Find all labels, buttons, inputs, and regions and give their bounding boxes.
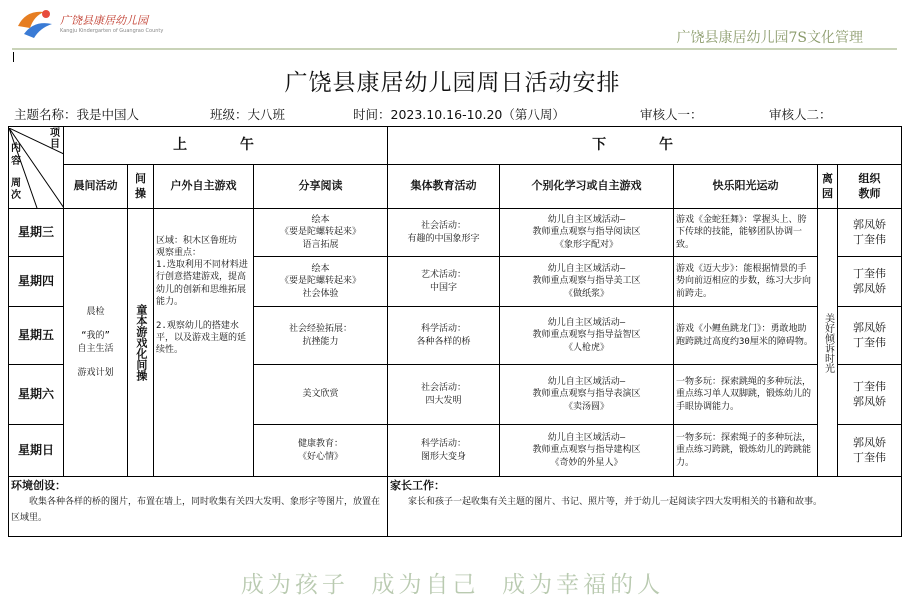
group-cell: 科学活动： 图形大变身	[388, 425, 500, 477]
parent-work-cell	[388, 477, 902, 537]
slogan: 成为孩子 成为自己 成为幸福的人	[240, 572, 665, 598]
group-cell: 社会活动： 有趣的中国象形字	[388, 209, 500, 257]
teachers-cell: 丁奎伟 郭凤娇	[838, 257, 902, 307]
leave-text: 美好倾诉时光	[822, 312, 834, 373]
sunshine-cell: 一物多玩：探索绳子的多种玩法，重点练习跨跳，锻炼幼儿的跨跳能力。	[674, 425, 818, 477]
table-row	[9, 209, 902, 257]
row-day: 星期日	[9, 425, 64, 477]
meta-theme: 主题名称：我是中国人	[14, 107, 140, 122]
logo-name-en: Kangju Kindergarten of Guangrao County	[60, 28, 164, 34]
meta-reviewer2: 审核人二：	[769, 107, 832, 122]
col-group: 集体教育活动	[388, 165, 500, 209]
environment-text: 收集各种各样的桥的图片，布置在墙上，同时收集有关四大发明、象形字等图片，放置在区域里。	[11, 496, 381, 524]
header-divider	[12, 48, 897, 50]
child-figure-icon	[14, 6, 56, 42]
leave-cell	[818, 209, 838, 477]
parent-work-text: 家长和孩子一起收集有关主题的图片、书记、照片等，并于幼儿一起阅读字四大发明相关的书籍和故事。	[408, 496, 823, 507]
col-sunshine: 快乐阳光运动	[674, 165, 818, 209]
sunshine-cell: 游戏《金蛇狂舞》：掌握头上、胯下传球的技能，能够团队协调一致。	[674, 209, 818, 257]
col-reading: 分享阅读	[254, 165, 388, 209]
sunshine-cell: 游戏《小鲤鱼跳龙门》：勇敢地助跑跨跳过高度约30厘米的障碍物。	[674, 307, 818, 365]
corner-cell	[9, 127, 64, 209]
col-morning-activity: 晨间活动	[64, 165, 128, 209]
teachers-cell: 郭凤娇 丁奎伟	[838, 307, 902, 365]
afternoon-header: 下 午	[388, 127, 902, 165]
sunshine-cell: 游戏《迈大步》：能根据情景的手势向前迈相应的步数，练习大步向前跨走。	[674, 257, 818, 307]
page-title: 广饶县康居幼儿园周日活动安排	[284, 70, 621, 96]
reading-cell: 绘本 《要是陀螺转起来》 社会体验	[254, 257, 388, 307]
schedule-table	[8, 126, 902, 537]
exercise-text: 童本游戏化间操	[134, 304, 148, 381]
text-cursor	[13, 52, 14, 62]
morning-activity-cell: 晨检 “我的” 自主生活 游戏计划	[64, 209, 128, 477]
meta-reviewer1: 审核人一：	[640, 107, 703, 122]
environment-cell	[9, 477, 388, 537]
reading-cell: 社会经验拓展： 抗挫能力	[254, 307, 388, 365]
group-cell: 艺术活动： 中国字	[388, 257, 500, 307]
reading-cell: 美文欣赏	[254, 365, 388, 425]
kindergarten-logo	[14, 6, 164, 44]
corner-weekday-label: 周 次	[11, 177, 21, 201]
row-day: 星期六	[9, 365, 64, 425]
individual-cell: 幼儿自主区域活动— 教师重点观察与指导阅读区 《象形字配对》	[500, 209, 674, 257]
logo-name-cn: 广饶县康居幼儿园	[60, 14, 148, 27]
outdoor-cell: 区域：积木区鲁班坊 观察重点： 1.选取利用不同材料进行创意搭建游戏，提高幼儿的创新和思维拓展能力。 2.观察幼儿的搭建水平，以及游戏主题的延续性。	[154, 209, 254, 477]
col-outdoor: 户外自主游戏	[154, 165, 254, 209]
corner-content-label: 内 容	[11, 142, 21, 167]
reading-cell: 健康教育： 《好心情》	[254, 425, 388, 477]
row-day: 星期五	[9, 307, 64, 365]
individual-cell: 幼儿自主区域活动— 教师重点观察与指导表演区 《卖汤圆》	[500, 365, 674, 425]
morning-header: 上 午	[64, 127, 388, 165]
col-leave: 离园	[818, 165, 838, 209]
parent-work-title: 家长工作：	[390, 479, 445, 492]
col-exercise: 间 操	[128, 165, 154, 209]
sunshine-cell: 一物多玩：探索跳绳的多种玩法，重点练习单人双脚跳，锻炼幼儿的手眼协调能力。	[674, 365, 818, 425]
header-culture-title: 广饶县康居幼儿园7S文化管理	[676, 30, 863, 46]
col-teachers: 组织 教师	[838, 165, 902, 209]
exercise-cell	[128, 209, 154, 477]
teachers-cell: 郭凤娇 丁奎伟	[838, 425, 902, 477]
teachers-cell: 郭凤娇 丁奎伟	[838, 209, 902, 257]
individual-cell: 幼儿自主区域活动— 教师重点观察与指导建构区 《奇妙的外星人》	[500, 425, 674, 477]
reading-cell: 绘本 《要是陀螺转起来》 语言拓展	[254, 209, 388, 257]
row-day: 星期四	[9, 257, 64, 307]
corner-item-label: 项 目	[50, 127, 60, 150]
individual-cell: 幼儿自主区域活动— 教师重点观察与指导美工区 《做纸浆》	[500, 257, 674, 307]
group-cell: 社会活动： 四大发明	[388, 365, 500, 425]
row-day: 星期三	[9, 209, 64, 257]
environment-title: 环境创设：	[11, 479, 66, 492]
group-cell: 科学活动： 各种各样的桥	[388, 307, 500, 365]
meta-time: 时间：2023.10.16-10.20（第八周）	[353, 107, 565, 122]
teachers-cell: 丁奎伟 郭凤娇	[838, 365, 902, 425]
col-individual: 个别化学习或自主游戏	[500, 165, 674, 209]
individual-cell: 幼儿自主区域活动— 教师重点观察与指导益智区 《人枪虎》	[500, 307, 674, 365]
meta-class: 班级：大八班	[210, 107, 286, 122]
